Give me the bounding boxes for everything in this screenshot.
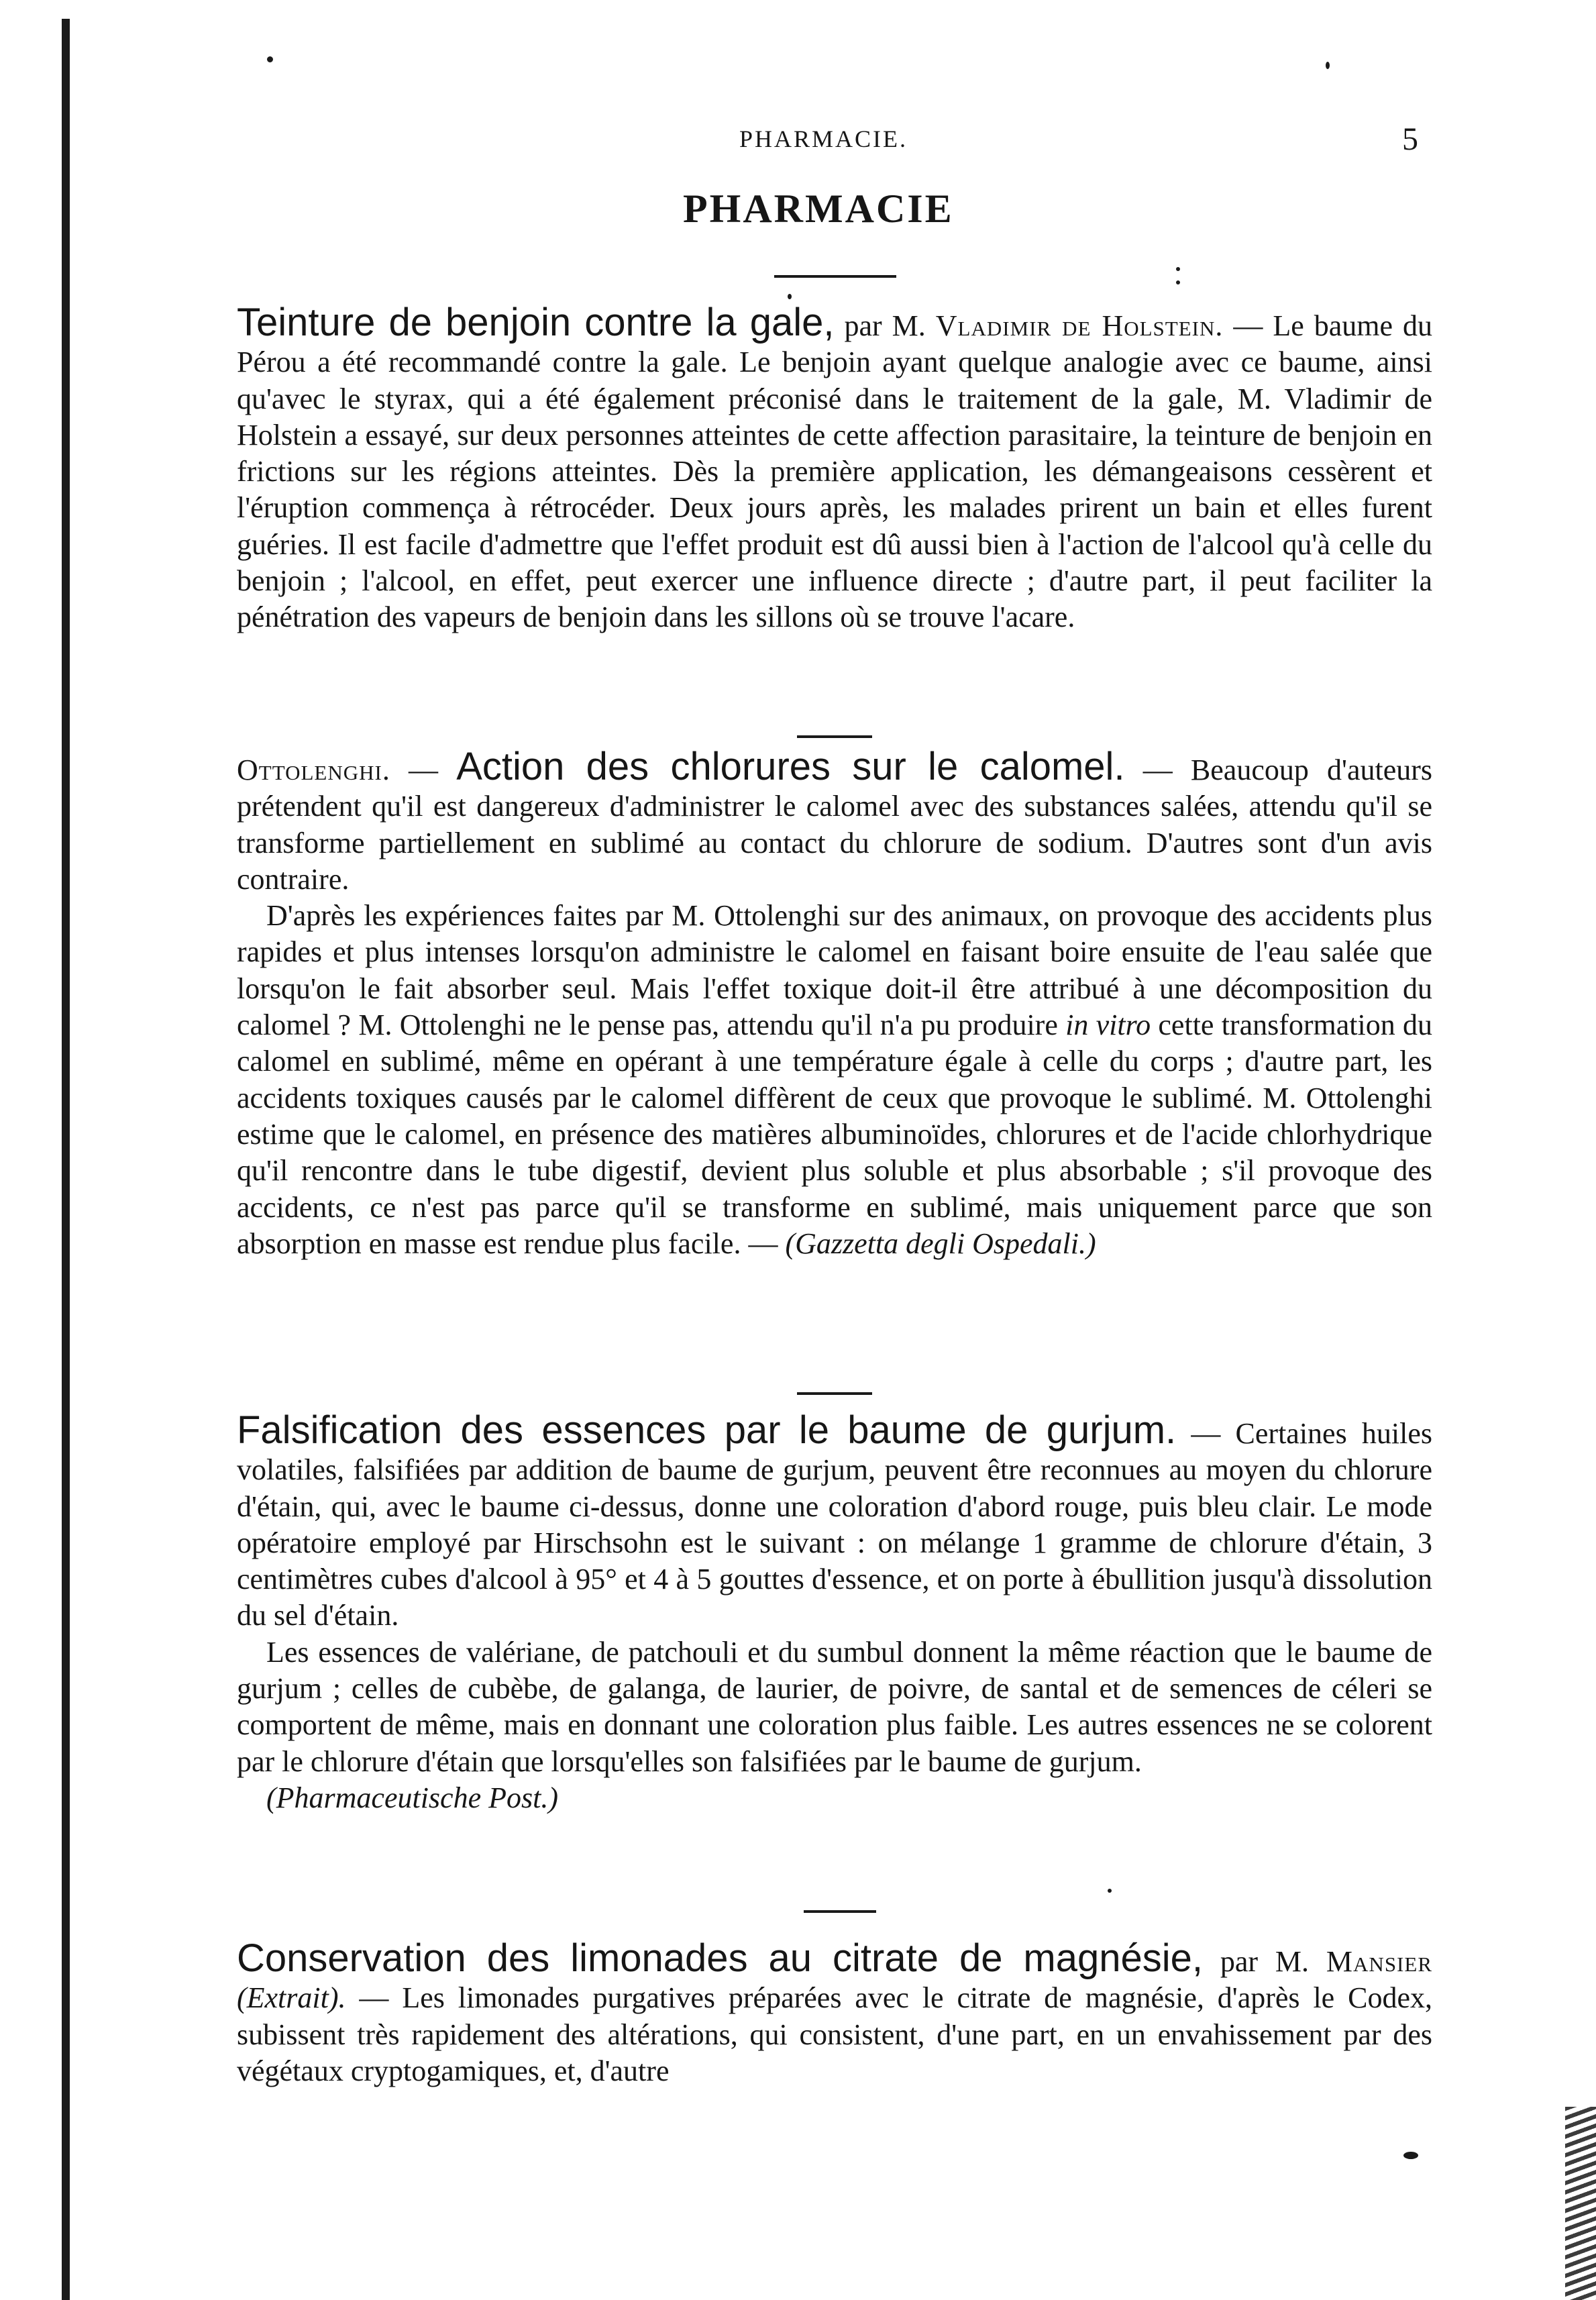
article-gurjum — [237, 1408, 1432, 1816]
print-speck — [1326, 62, 1330, 69]
binding-edge-line — [62, 19, 70, 2300]
article-paragraph — [237, 745, 1432, 898]
article-calomel — [237, 745, 1433, 1262]
article-paragraph — [237, 1936, 1432, 2089]
citation-source: (Gazzetta degli Ospedali.) — [785, 1226, 1096, 1260]
dash: — — [390, 753, 457, 786]
article-body: — Beaucoup d'auteurs prétendent qu'il est dangereux d'administrer le calomel avec des substances salées, attendu qu'il se transforme partiellement en sublimé au contact du chlorure de sodium. D'autres sont d'un avis contraire. — [237, 753, 1432, 896]
article-body: — Les limonades purgatives préparées avec le citrate de magnésie, d'après le Codex, subissent très rapidement des altérations, qui consistent, d'une part, en un envahissement par des végétaux cryptogamiques, et, d'autre — [237, 1981, 1432, 2087]
article-benjoin — [237, 301, 1432, 636]
print-speck — [1403, 2152, 1418, 2159]
extract-note: (Extrait). — [237, 1981, 346, 2015]
article-body: D'après les expériences faites par M. Ottolenghi sur des animaux, on provoque des accidents plus rapides et plus intenses lorsqu'on administre le calomel en faisant boire ensuite de l'eau salée que lorsqu'on le fait absorber seul. Mais l'effet toxique doit-il être attribué à une décomposition du calomel ? M. Ottolenghi ne le pense pas, attendu qu'il n'a pu produire — [237, 899, 1432, 1042]
print-speck — [1108, 1889, 1112, 1893]
article-paragraph — [237, 1780, 1432, 1816]
section-rule — [774, 275, 896, 278]
article-body: — Le baume du Pérou a été recommandé contre la gale. Le benjoin ayant quelque analogie avec ce baume, ainsi qu'avec le styrax, qui a été également préconisé dans le traitement de la gale, M. Vladimir de Holstein a essayé, sur deux personnes atteintes de cette affection parasitaire, la teinture de benjoin en frictions sur les régions atteintes. Dès la première application, les démangeaisons cessèrent et l'éruption commença à rétrocéder. Deux jours après, les malades prirent un bain et elles furent guéries. Il est facile d'admettre que l'effet produit est dû aussi bien à l'action de l'alcool qu'à celle du benjoin ; l'alcool, en effet, peut exercer une influence directe ; d'autre part, il peut faciliter la pénétration des vapeurs de benjoin dans les sillons où se trouve l'acare. — [237, 309, 1432, 634]
page-edge-smudge — [1565, 2107, 1596, 2300]
page-number: 5 — [1402, 121, 1418, 157]
article-paragraph — [237, 898, 1432, 1262]
separator-rule — [797, 1392, 872, 1395]
article-body: — Certaines huiles volatiles, falsifiées par addition de baume de gurjum, peuvent être reconnues au moyen du chlorure d'étain, qui, avec le baume ci-dessus, donne une coloration d'abord rouge, puis bleu clair. Le mode opératoire employé par Hirschsohn est le suivant : on mélange 1 gramme de chlorure d'étain, 3 centimètres cubes d'alcool à 95° et 4 à 5 gouttes d'essence, et on porte à ébullition jusqu'à dissolution du sel d'étain. — [237, 1417, 1432, 1632]
print-speck — [267, 56, 273, 62]
article-title: Teinture de benjoin contre la gale, — [237, 301, 835, 344]
citation-source: (Pharmaceutische Post.) — [266, 1781, 558, 1814]
separator-rule — [797, 735, 872, 738]
byline-prefix: par M. — [844, 309, 926, 342]
running-head: PHARMACIE. — [739, 125, 908, 152]
print-speck — [788, 294, 792, 299]
byline-name: Mansier — [1326, 1945, 1432, 1978]
article-author: Ottolenghi. — [237, 753, 390, 786]
article-limonades — [237, 1936, 1432, 2089]
article-body: cette transformation du calomel en sublimé, même en opérant à une température égale à celle du corps ; d'autre part, les accidents toxiques causés par le calomel diffèrent de ceux que provoque le sublimé. M. Ottolenghi estime que le calomel, en présence des matières albuminoïdes, chlorures et de l'acide chlorhydrique qu'il rencontre dans le tube digestif, devient plus soluble et plus absorbable ; s'il provoque des accidents, ce n'est pas parce qu'il se transforme en sublimé, mais uniquement parce que son absorption en masse est rendue plus facile. — — [237, 1008, 1433, 1260]
print-speck — [1176, 267, 1180, 271]
italic-term: in vitro — [1065, 1008, 1151, 1042]
article-paragraph: Les essences de valériane, de patchouli et du sumbul donnent la même réaction que le baume de gurjum ; celles de cubèbe, de galanga, de laurier, de poivre, de santal et de semences de céleri se comportent de même, mais en donnant une coloration plus faible. Les autres essences ne se colorent par le chlorure d'étain que lorsqu'elles son falsifiées par le baume de gurjum. — [237, 1635, 1432, 1778]
article-paragraph — [237, 1408, 1432, 1634]
section-title: PHARMACIE — [683, 187, 954, 231]
separator-rule — [804, 1910, 876, 1913]
print-speck — [1176, 280, 1180, 284]
byline-name: Vladimir de Holstein. — [935, 309, 1224, 342]
article-title: Action des chlorures sur le calomel. — [456, 745, 1125, 788]
article-paragraph — [237, 301, 1432, 636]
article-title: Conservation des limonades au citrate de magnésie, — [237, 1936, 1204, 1980]
byline-prefix: par M. — [1220, 1945, 1310, 1978]
article-title: Falsification des essences par le baume de gurjum. — [237, 1408, 1177, 1452]
